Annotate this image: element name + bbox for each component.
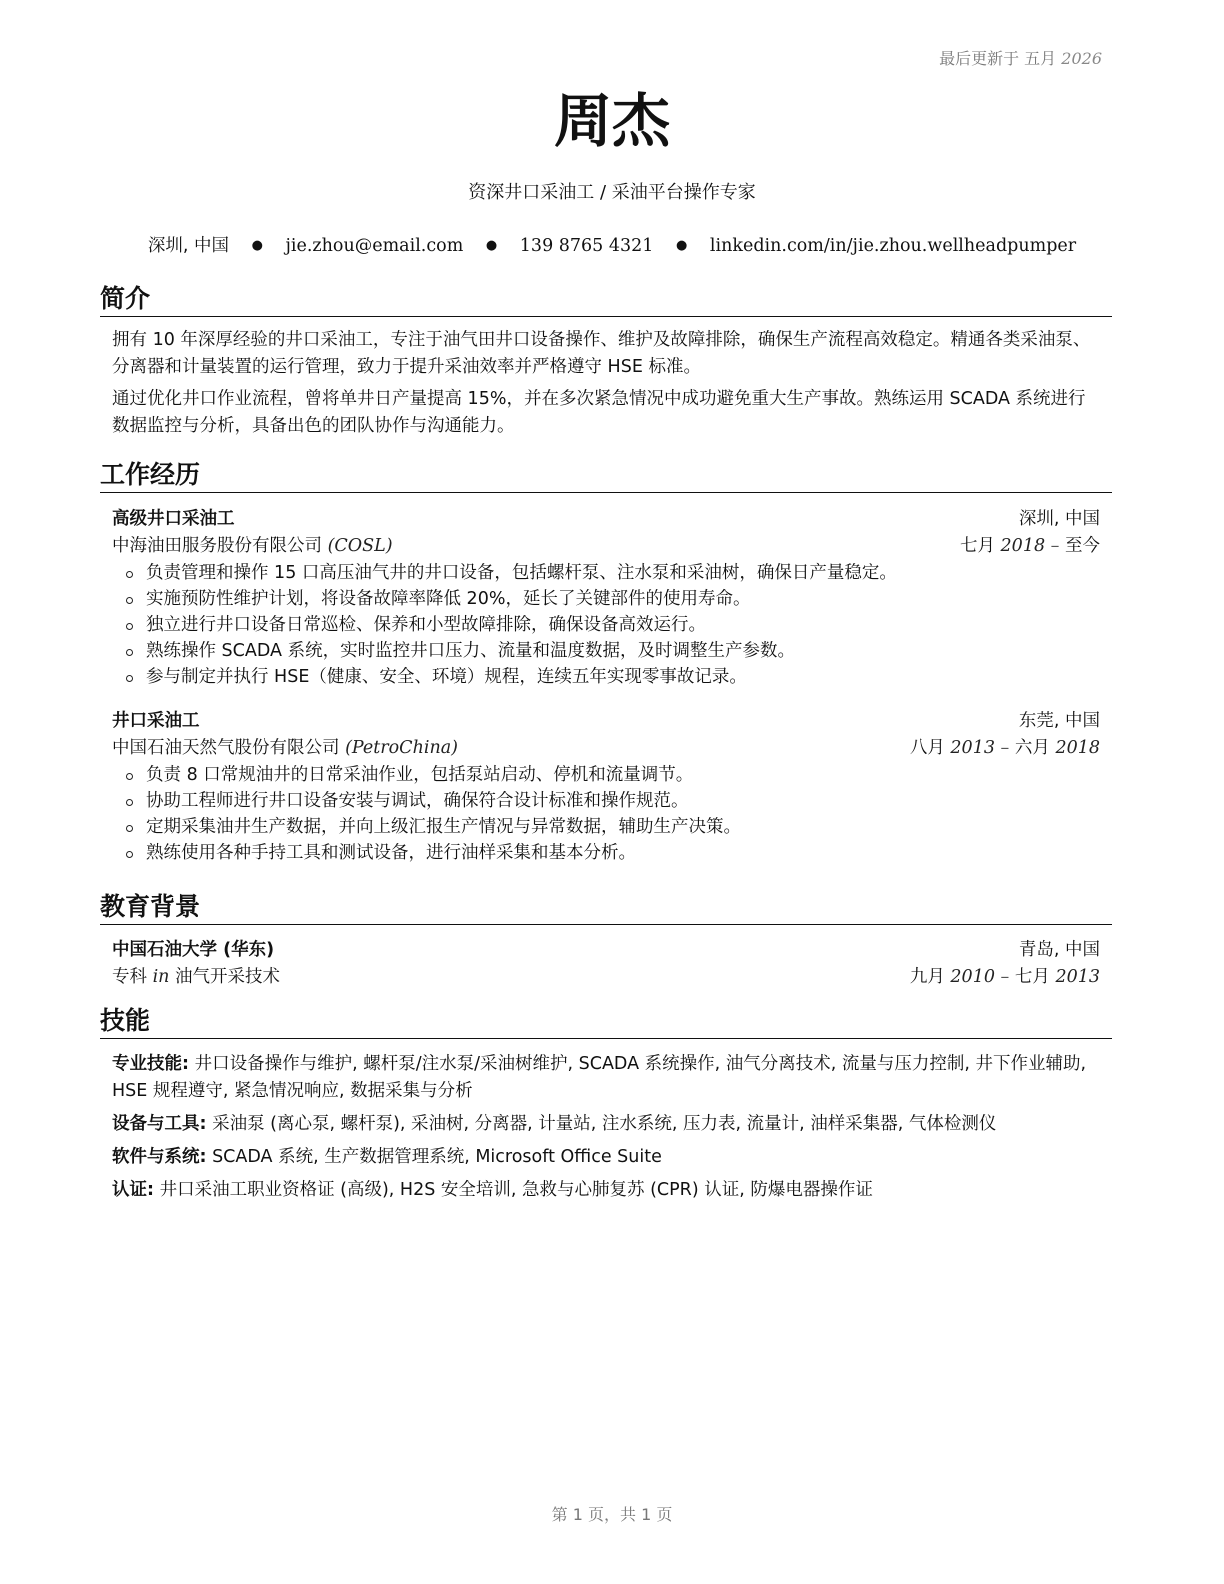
section-heading: 教育背景: [100, 892, 1112, 925]
company-name: 中国石油天然气股份有限公司: [112, 738, 340, 758]
skill-line: [112, 1177, 1100, 1204]
list-item: 协助工程师进行井口设备安装与调试，确保符合设计标准和操作规范。: [124, 788, 1100, 814]
degree: 专科: [112, 967, 147, 987]
skill-text: SCADA 系统, 生产数据管理系统, Microsoft Office Suite: [212, 1147, 662, 1167]
bullet-separator-icon: ●: [251, 238, 263, 253]
skill-label: 认证:: [112, 1180, 154, 1200]
job-role: 井口采油工: [112, 711, 200, 731]
skill-text: 井口采油工职业资格证 (高级), H2S 安全培训, 急救与心肺复苏 (CPR) 认证, 防爆电器操作证: [159, 1180, 873, 1200]
company-name: 中海油田服务股份有限公司: [112, 536, 322, 556]
end-year: 2018: [1055, 738, 1100, 758]
contact-line: [0, 232, 1224, 257]
job-dates: [910, 735, 1100, 762]
education-dates: [910, 964, 1100, 991]
experience-section: [100, 460, 1112, 866]
skill-line: [112, 1051, 1100, 1105]
bullet-separator-icon: ●: [675, 238, 688, 253]
degree-line: [112, 964, 280, 991]
list-item: 实施预防性维护计划，将设备故障率降低 20%，延长了关键部件的使用寿命。: [124, 586, 1100, 612]
contact-phone: 139 8765 4321: [519, 236, 654, 256]
contact-location: 深圳, 中国: [147, 236, 229, 256]
school-name: 中国石油大学 (华东): [112, 940, 275, 960]
job-entry: [112, 708, 1100, 866]
school-location: 青岛, 中国: [1018, 940, 1100, 960]
skill-line: [112, 1144, 1100, 1171]
job-entry: [112, 506, 1100, 690]
end-month: 六月: [1014, 738, 1050, 758]
contact-linkedin[interactable]: linkedin.com/in/jie.zhou.wellheadpumper: [709, 236, 1077, 256]
section-heading: 工作经历: [100, 460, 1112, 493]
updated-year: 2026: [1061, 49, 1102, 68]
end-month: 至今: [1065, 536, 1100, 556]
list-item: 负责 8 口常规油井的日常采油作业，包括泵站启动、停机和流量调节。: [124, 762, 1100, 788]
list-item: 熟练操作 SCADA 系统，实时监控井口压力、流量和温度数据，及时调整生产参数。: [124, 638, 1100, 664]
start-month: 七月: [959, 536, 995, 556]
person-name: 周杰: [553, 87, 670, 155]
list-item: 独立进行井口设备日常巡检、保养和小型故障排除，确保设备高效运行。: [124, 612, 1100, 638]
date-dash: –: [1050, 536, 1060, 556]
date-dash: –: [1000, 967, 1010, 987]
section-heading: 简介: [100, 284, 1112, 317]
skill-label: 专业技能:: [112, 1054, 189, 1074]
company-name-en: (PetroChina): [345, 738, 458, 758]
job-company: [112, 735, 458, 762]
page-footer: 第 1 页，共 1 页: [551, 1505, 673, 1524]
job-location: 深圳, 中国: [1018, 509, 1100, 529]
job-dates: [960, 533, 1100, 560]
start-year: 2018: [1000, 536, 1046, 556]
list-item: 参与制定并执行 HSE（健康、安全、环境）规程，连续五年实现零事故记录。: [124, 664, 1100, 690]
end-month: 七月: [1014, 967, 1050, 987]
job-bullets: [112, 560, 1100, 690]
skill-label: 软件与系统:: [112, 1147, 207, 1167]
skill-text: 井口设备操作与维护, 螺杆泵/注水泵/采油树维护, SCADA 系统操作, 油气分离技术, 流量与压力控制, 井下作业辅助, HSE 规程遵守, 紧急情况响应, 数据采集与分析: [112, 1054, 1087, 1101]
start-year: 2013: [950, 738, 995, 758]
summary-section: [100, 284, 1112, 440]
skill-label: 设备与工具:: [112, 1114, 207, 1134]
company-name-en: (COSL): [327, 536, 393, 556]
job-company: [112, 533, 393, 560]
job-bullets: [112, 762, 1100, 866]
bullet-separator-icon: ●: [485, 238, 498, 253]
list-item: 负责管理和操作 15 口高压油气井的井口设备，包括螺杆泵、注水泵和采油树，确保日产量稳定。: [124, 560, 1100, 586]
job-role: 高级井口采油工: [112, 509, 235, 529]
last-updated: [939, 46, 1102, 69]
start-year: 2010: [950, 967, 995, 987]
skills-section: [100, 1006, 1112, 1210]
major: 油气开采技术: [175, 967, 281, 987]
education-section: [100, 892, 1112, 991]
degree-in: in: [152, 967, 170, 987]
end-year: 2013: [1055, 967, 1100, 987]
summary-paragraph: 通过优化井口作业流程，曾将单井日产量提高 15%，并在多次紧急情况中成功避免重大生产事故。熟练运用 SCADA 系统进行数据监控与分析，具备出色的团队协作与沟通能力。: [112, 389, 1086, 436]
section-heading: 技能: [100, 1006, 1112, 1039]
updated-label: 最后更新于 五月: [939, 49, 1057, 68]
job-title: 资深井口采油工 / 采油平台操作专家: [468, 182, 756, 203]
skill-line: [112, 1111, 1100, 1138]
list-item: 定期采集油井生产数据，并向上级汇报生产情况与异常数据，辅助生产决策。: [124, 814, 1100, 840]
start-month: 九月: [909, 967, 945, 987]
job-location: 东莞, 中国: [1018, 711, 1100, 731]
skill-text: 采油泵 (离心泵, 螺杆泵), 采油树, 分离器, 计量站, 注水系统, 压力表, 流量计, 油样采集器, 气体检测仪: [212, 1114, 997, 1134]
list-item: 熟练使用各种手持工具和测试设备，进行油样采集和基本分析。: [124, 840, 1100, 866]
contact-email[interactable]: jie.zhou@email.com: [285, 236, 464, 256]
summary-paragraph: 拥有 10 年深厚经验的井口采油工，专注于油气田井口设备操作、维护及故障排除，确保生产流程高效稳定。精通各类采油泵、分离器和计量装置的运行管理，致力于提升采油效率并严格遵守 HSE 标准。: [112, 330, 1091, 377]
date-dash: –: [1000, 738, 1010, 758]
start-month: 八月: [909, 738, 945, 758]
